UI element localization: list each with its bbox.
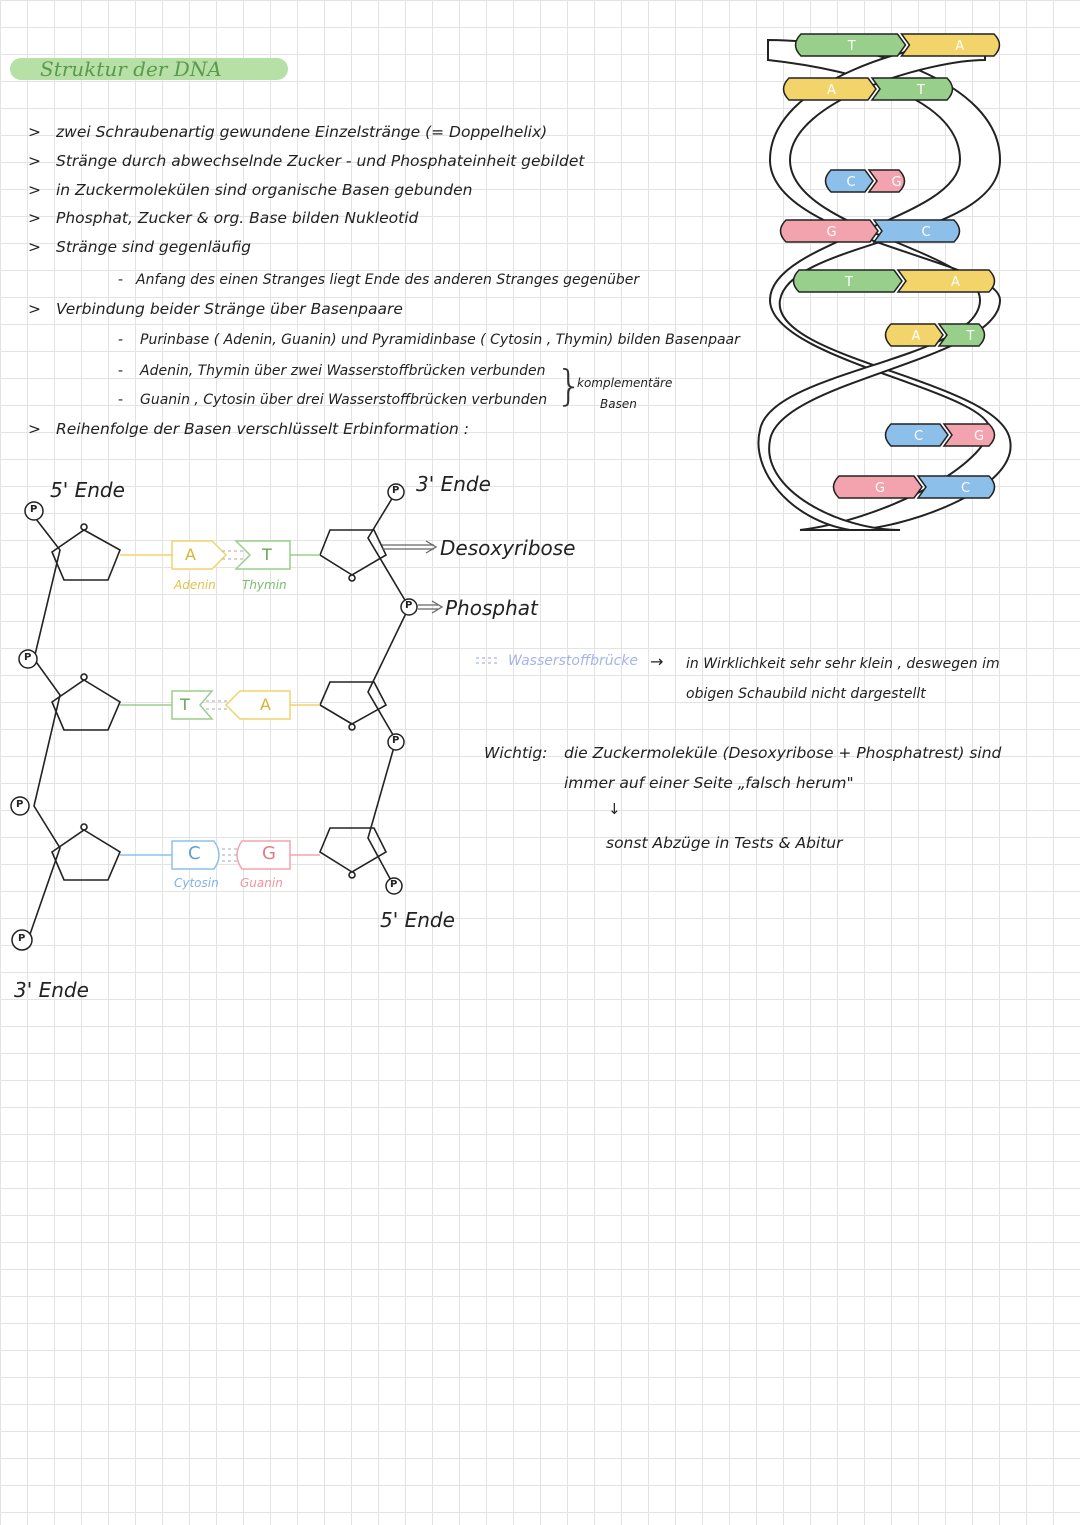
hydrogen-note-line2: obigen Schaubild nicht dargestellt — [686, 686, 926, 702]
phosphate-symbol: P — [24, 652, 32, 663]
page-title: Struktur der DNA — [10, 58, 288, 80]
bullet-subitem: - Guanin , Cytosin über drei Wasserstoffbrücken verbunden — [118, 392, 548, 408]
helix-base-letter: T — [966, 329, 975, 344]
bullet-item: > Reihenfolge der Basen verschlüsselt Erbinformation : — [28, 420, 470, 438]
brace-note-line1: komplementäre — [577, 376, 673, 390]
base-letter: A — [260, 695, 271, 714]
helix-base-letter: G — [875, 481, 886, 496]
label-5-end-right: 5' Ende — [380, 908, 455, 932]
bullet-item: > in Zuckermolekülen sind organische Basen gebunden — [28, 181, 473, 199]
helix-base-letter: C — [914, 429, 924, 444]
label-phosphat: Phosphat — [445, 596, 538, 620]
brace-note-line2: Basen — [600, 397, 637, 411]
label-5-end-left: 5' Ende — [50, 478, 125, 502]
bullet-subitem: - Purinbase ( Adenin, Guanin) und Pyramidinbase ( Cytosin , Thymin) bilden Basenpaar — [118, 332, 740, 348]
bullet-subitem: - Adenin, Thymin über zwei Wasserstoffbrücken verbunden — [118, 363, 546, 379]
hydrogen-bond-legend: Wasserstoffbrücke — [508, 653, 638, 669]
important-line2: immer auf einer Seite „falsch herum" — [564, 774, 854, 792]
base-letter: A — [185, 545, 196, 564]
sugar-pentagon — [52, 530, 120, 580]
helix-base-letter: G — [891, 175, 902, 190]
helix-base-letter: T — [847, 39, 856, 54]
helix-base-right — [872, 78, 953, 100]
bullet-subitem: - Anfang des einen Stranges liegt Ende des anderen Stranges gegenüber — [118, 272, 640, 288]
helix-base-letter: T — [845, 275, 853, 290]
bullet-item: > Verbindung beider Stränge über Basenpaare — [28, 300, 403, 318]
helix-base-right — [902, 34, 1000, 56]
helix-base-right — [874, 220, 960, 242]
sugar-pentagon — [320, 828, 386, 872]
sugar-pentagon — [320, 682, 386, 724]
base-letter: T — [180, 695, 190, 714]
phosphate-symbol: P — [392, 735, 400, 746]
left-backbone — [28, 519, 60, 940]
phosphate-symbol: P — [18, 933, 26, 944]
helix-base-letter: C — [846, 175, 856, 190]
label-desoxyribose: Desoxyribose — [440, 536, 576, 560]
base-letter: C — [188, 843, 201, 864]
base-shape-A — [226, 691, 290, 719]
helix-base-right — [918, 476, 995, 498]
sugar-pentagon — [52, 830, 120, 880]
phosphate-symbol: P — [405, 600, 413, 611]
helix-base-letter: T — [917, 83, 925, 98]
base-name-cytosin: Cytosin — [174, 876, 219, 890]
base-shape-T — [172, 691, 212, 719]
helix-base-letter: A — [955, 39, 965, 54]
base-letter: T — [262, 545, 272, 564]
helix-base-right — [944, 424, 995, 446]
phosphate-symbol: P — [390, 879, 398, 890]
bullet-item: > Stränge durch abwechselnde Zucker - und Phosphateinheit gebildet — [28, 152, 585, 170]
bullet-item: > Stränge sind gegenläufig — [28, 238, 251, 256]
phosphate-symbol: P — [392, 485, 400, 496]
base-letter: G — [262, 843, 276, 864]
down-arrow-icon: ↓ — [608, 800, 621, 818]
helix-base-letter: A — [827, 83, 836, 98]
base-name-thymin: Thymin — [242, 578, 287, 592]
arrow-icon: → — [650, 652, 664, 671]
helix-base-letter: G — [974, 429, 985, 444]
base-name-adenin: Adenin — [174, 578, 216, 592]
right-backbone — [368, 492, 409, 886]
helix-base-letter: C — [961, 481, 971, 496]
bullet-item: > Phosphat, Zucker & org. Base bilden Nukleotid — [28, 209, 419, 227]
helix-base-right — [898, 270, 995, 292]
helix-base-right — [939, 324, 985, 346]
important-label: Wichtig: — [484, 744, 548, 762]
important-line1: die Zuckermoleküle (Desoxyribose + Phosphatrest) sind — [564, 744, 1002, 762]
sugar-pentagon — [52, 680, 120, 730]
label-3-end-right: 3' Ende — [416, 472, 491, 496]
helix-base-letter: C — [921, 225, 931, 240]
hydrogen-note-line1: in Wirklichkeit sehr sehr klein , deswegen im — [686, 656, 1000, 672]
helix-base-letter: A — [911, 329, 921, 344]
important-line3: sonst Abzüge in Tests & Abitur — [606, 834, 843, 852]
label-3-end-left: 3' Ende — [14, 978, 89, 1002]
bullet-item: > zwei Schraubenartig gewundene Einzelstränge (= Doppelhelix) — [28, 123, 548, 141]
base-name-guanin: Guanin — [240, 876, 283, 890]
phosphate-symbol: P — [30, 504, 38, 515]
helix-base-letter: G — [826, 225, 837, 240]
helix-base-letter: A — [951, 275, 960, 290]
base-shape-A — [172, 541, 226, 569]
brace: } — [556, 361, 583, 410]
phosphate-symbol: P — [16, 799, 24, 810]
